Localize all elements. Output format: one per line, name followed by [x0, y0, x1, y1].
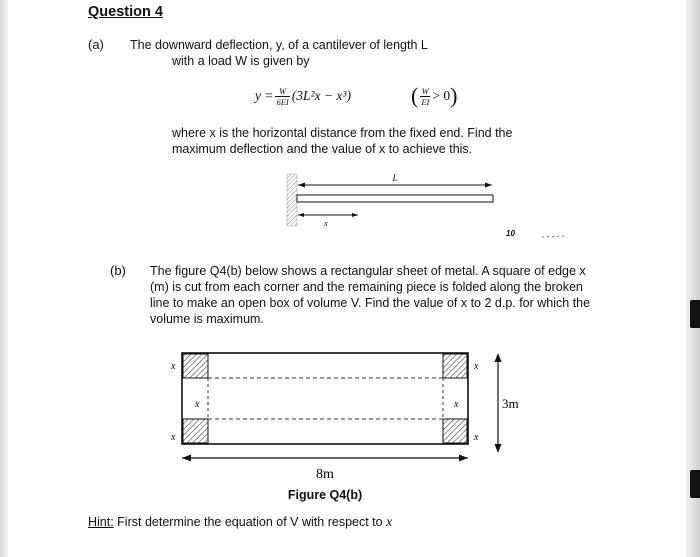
x-label-right-top: x	[474, 361, 479, 372]
binder-notch	[690, 470, 700, 498]
x-label-left-bottom: x	[171, 432, 176, 443]
part-a-label: (a)	[88, 37, 104, 52]
corner-square-bottom-left	[183, 419, 208, 443]
part-a-line-2: with a load W is given by	[172, 54, 310, 68]
hint-variable: x	[386, 514, 393, 529]
formula-expression: (3L²x − x³)	[291, 88, 351, 103]
cantilever-figure	[280, 168, 500, 228]
deflection-formula	[255, 80, 351, 112]
corner-square-top-left	[183, 354, 208, 378]
x-label: x	[324, 219, 328, 228]
part-a-line-4: maximum deflection and the value of x to achieve this.	[172, 142, 473, 156]
x-label-inner-left: x	[195, 399, 200, 410]
part-b-line-3: line to make an open box of volume V. Find the value of x to 2 d.p. for which the	[150, 296, 591, 310]
fixed-wall	[287, 174, 297, 226]
corner-square-bottom-right	[443, 419, 467, 443]
hint-line	[88, 514, 392, 530]
length-label: L	[392, 173, 398, 183]
metal-sheet	[182, 353, 468, 444]
condition-rest: > 0	[432, 88, 451, 103]
condition-num: W	[421, 85, 429, 96]
part-b-line-4: volume is maximum.	[150, 312, 264, 326]
x-label-right-bottom: x	[474, 432, 479, 443]
part-b-line-2: (m) is cut from each corner and the remaining piece is folded along the broken	[150, 280, 583, 294]
formula-frac-den: 6EI	[276, 96, 289, 107]
figure-caption: Figure Q4(b)	[287, 488, 363, 502]
hint-text: First determine the equation of V with respect to	[113, 515, 387, 529]
formula-fraction	[275, 86, 289, 107]
binder-notch	[690, 300, 700, 328]
part-b-label: (b)	[110, 263, 126, 278]
width-label: 8m	[316, 467, 334, 482]
page-left-edge	[0, 0, 8, 557]
part-a-line-1: The downward deflection, y, of a cantilever of length L	[130, 38, 428, 52]
scribble-dashes	[540, 232, 570, 240]
formula-lhs: y =	[255, 88, 274, 103]
corner-square-top-right	[443, 354, 467, 378]
formula-condition: ( $\frac{W}{EI}$ > 0 )	[411, 83, 458, 108]
x-label-left-top: x	[171, 361, 176, 372]
height-label: 3m	[502, 396, 519, 411]
hint-label: Hint:	[88, 515, 114, 529]
question-title: Question 4	[88, 4, 163, 20]
part-b-line-1: The figure Q4(b) below shows a rectangular sheet of metal. A square of edge x	[150, 264, 586, 278]
formula-frac-num: W	[279, 85, 287, 96]
handwritten-scribble: 10	[506, 229, 515, 238]
x-label-inner-right: x	[454, 399, 459, 410]
beam	[297, 195, 493, 202]
part-a-line-3: where x is the horizontal distance from the fixed end. Find the	[172, 126, 513, 140]
condition-den: EI	[421, 96, 430, 107]
